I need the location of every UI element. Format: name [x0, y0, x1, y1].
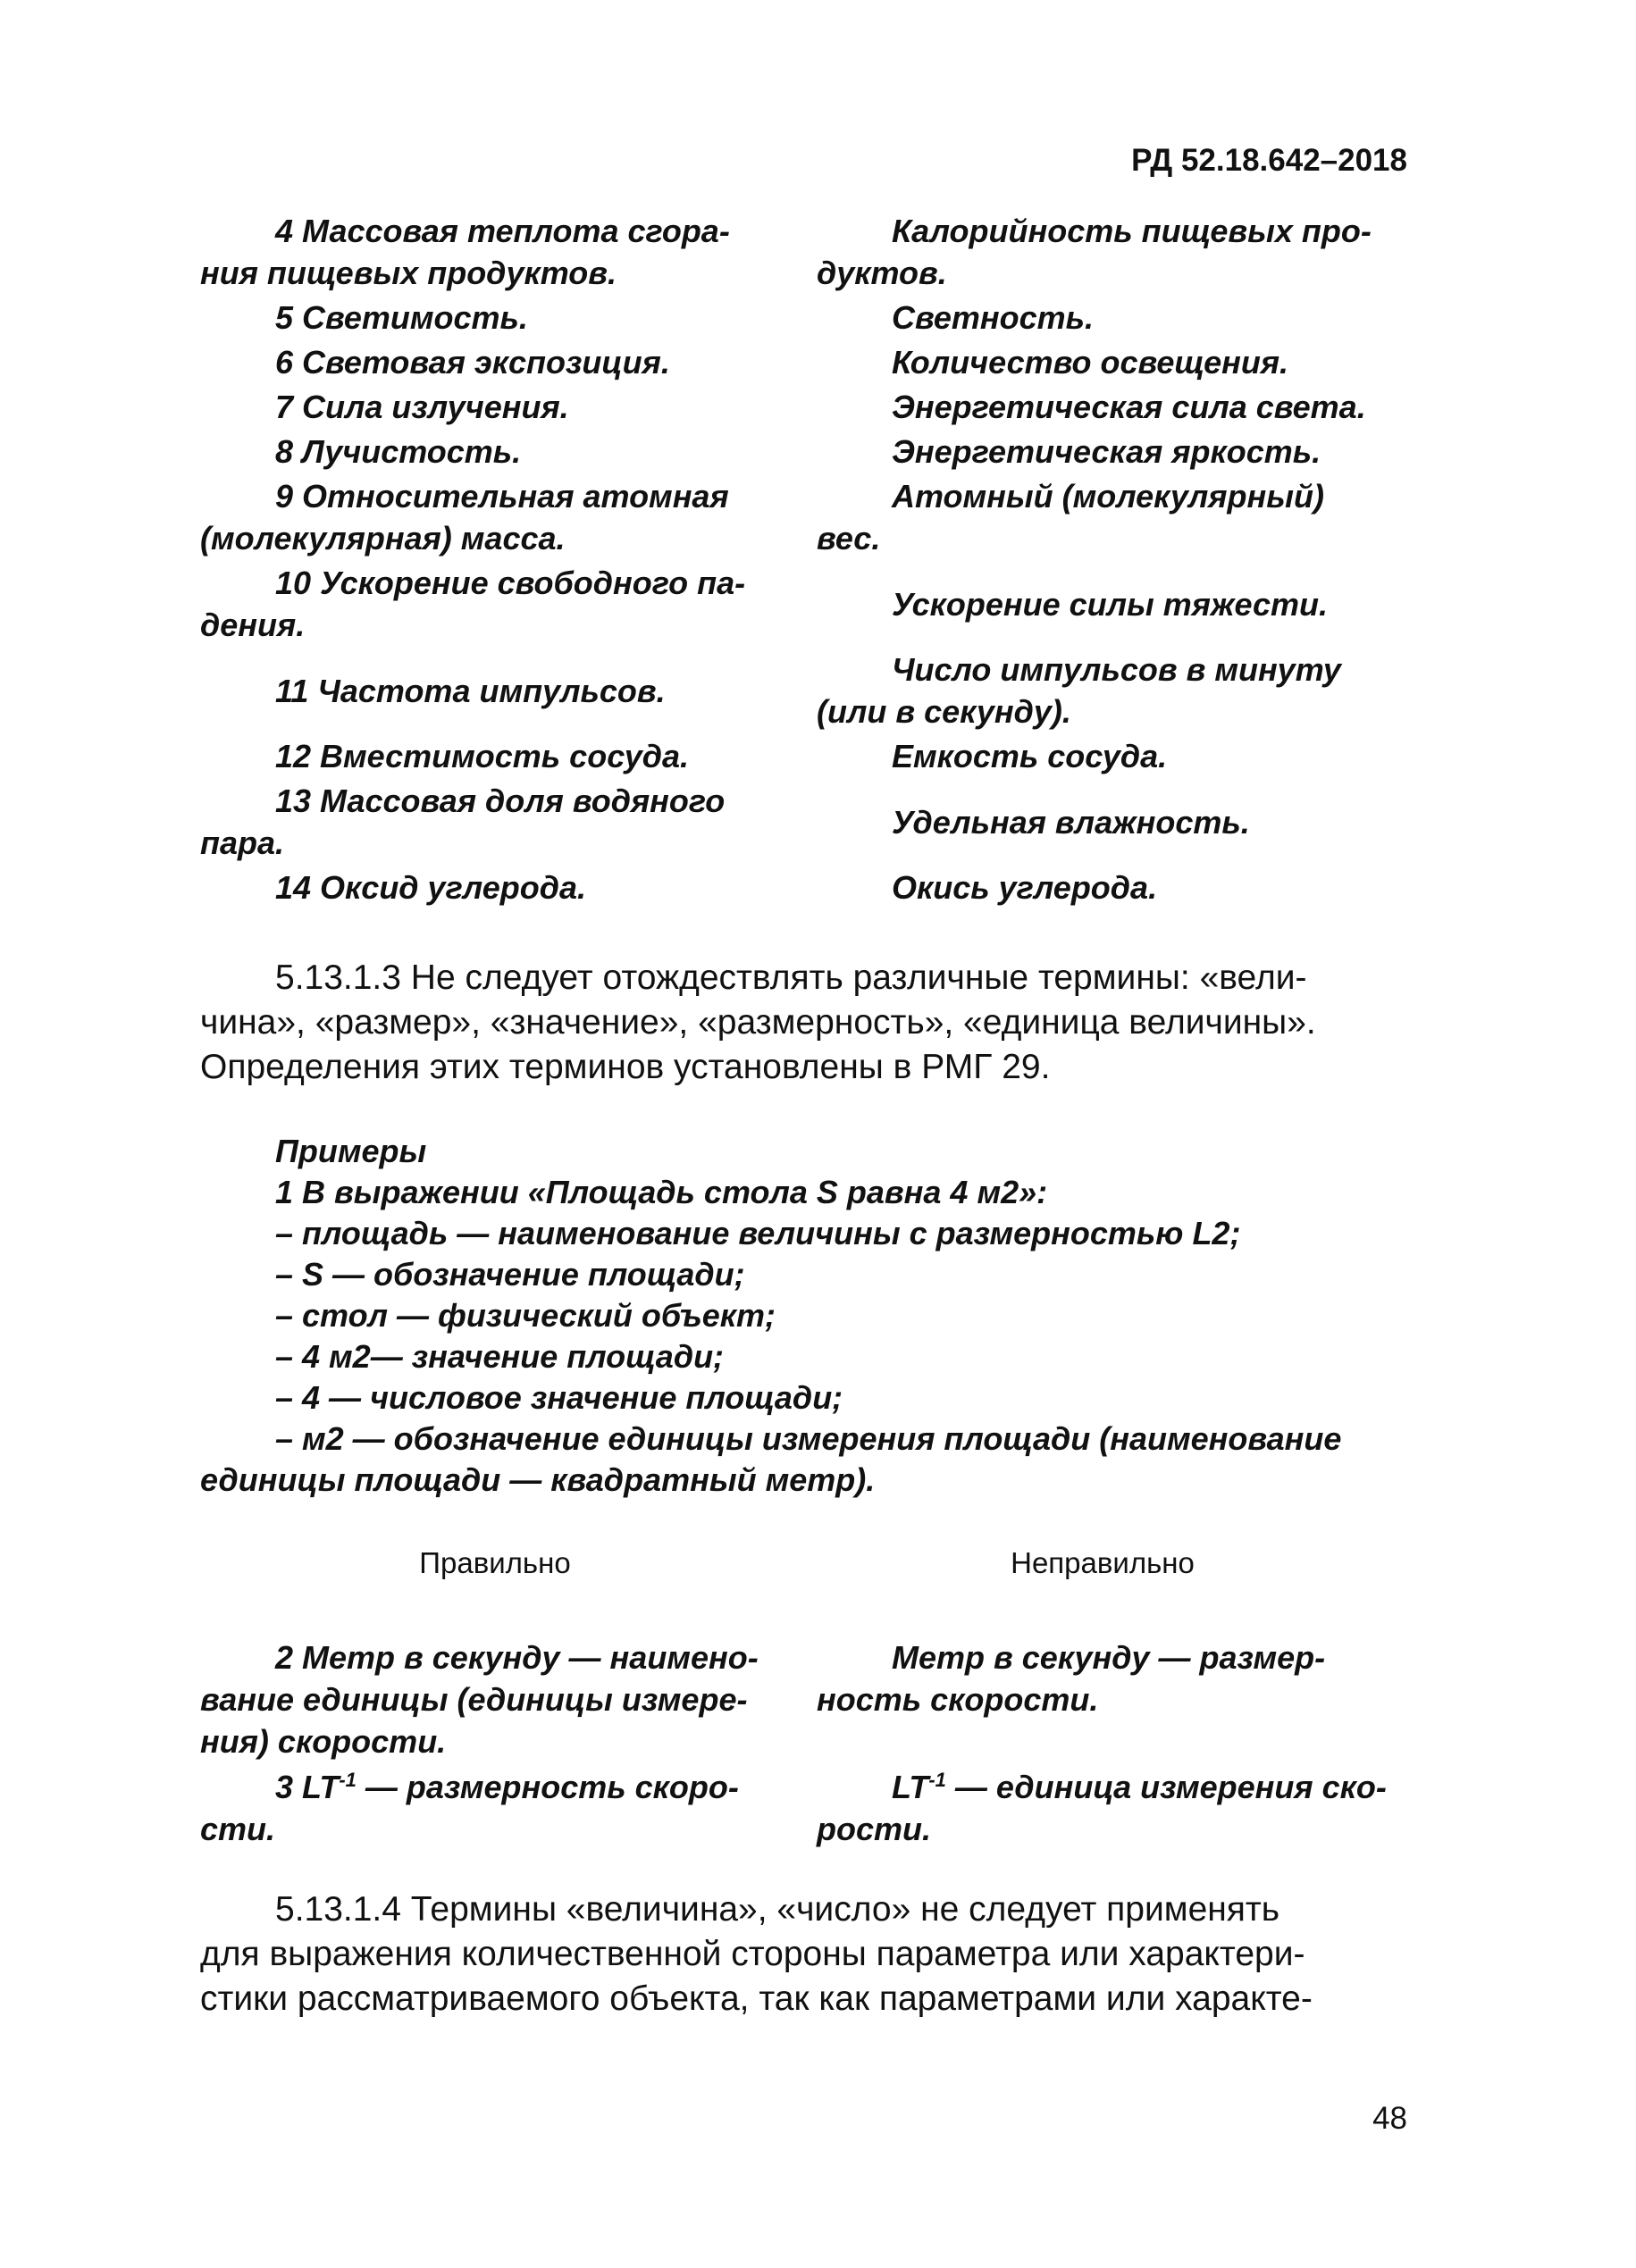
- correct-example: 3 $LT^{-1}$ — размерность скоро- сти.: [200, 1769, 739, 1847]
- table-row: [200, 431, 1408, 473]
- preferred-term: 9 Относительная атомная (молекулярная) масса.: [200, 478, 729, 557]
- deprecated-term: Калорийность пищевых про- дуктов.: [817, 213, 1372, 291]
- comparison-examples: [200, 1636, 1408, 1854]
- table-row: [200, 780, 1408, 864]
- paragraph-5-13-1-3: 5.13.1.3 Не следует отождествлять различные термины: «вели- чина», «размер», «значение», «размерность», «единица величины». Определения этих терминов установлены в РМГ 29.: [200, 958, 1316, 1086]
- deprecated-term: Атомный (молекулярный) вес.: [817, 478, 1324, 557]
- preferred-term: 10 Ускорение свободного па- дения.: [200, 565, 746, 643]
- table-row: [200, 386, 1408, 428]
- example-line: – S — обозначение площади;: [275, 1256, 745, 1293]
- incorrect-example: Метр в секунду — размер- ность скорости.: [817, 1639, 1326, 1718]
- examples-title: Примеры: [275, 1133, 427, 1169]
- terms-table: [200, 210, 1408, 911]
- deprecated-term: Число импульсов в минуту (или в секунду).: [817, 651, 1341, 730]
- table-row: [200, 649, 1408, 732]
- incorrect-label: Неправильно: [1011, 1546, 1195, 1579]
- example-line: – стол — физический объект;: [275, 1297, 776, 1334]
- page-number: 48: [1372, 2101, 1407, 2136]
- correct-example: 2 Метр в секунду — наимено- вание единицы (единицы измере- ния) скорости.: [200, 1639, 759, 1760]
- preferred-term: 5 Светимость.: [275, 299, 528, 336]
- comparison-row: [200, 1766, 1408, 1850]
- table-row: [200, 562, 1408, 646]
- deprecated-term: Ускорение силы тяжести.: [892, 585, 1328, 623]
- preferred-term: 14 Оксид углерода.: [275, 869, 586, 906]
- deprecated-term: Окись углерода.: [892, 869, 1158, 906]
- preferred-term: 12 Вместимость сосуда.: [275, 738, 690, 774]
- example-line: единицы площади — квадратный метр).: [200, 1461, 876, 1498]
- table-row: [200, 210, 1408, 294]
- deprecated-term: Удельная влажность.: [892, 803, 1250, 841]
- table-row: [200, 341, 1408, 383]
- example-line: 1 В выражении «Площадь стола S равна 4 м2»:: [275, 1174, 1048, 1210]
- example-line: – 4 м2— значение площади;: [275, 1338, 725, 1375]
- deprecated-term: Емкость сосуда.: [892, 738, 1168, 774]
- deprecated-term: Энергетическая яркость.: [892, 433, 1321, 470]
- deprecated-term: Светность.: [892, 299, 1095, 336]
- document-id: РД 52.18.642–2018: [1131, 143, 1407, 178]
- preferred-term: 11 Частота импульсов.: [275, 672, 666, 709]
- incorrect-example: $LT^{-1}$ — единица измерения ско- рости.: [817, 1769, 1387, 1847]
- deprecated-term: Количество освещения.: [892, 344, 1289, 381]
- preferred-term: 4 Массовая теплота сгора- ния пищевых продуктов.: [200, 213, 730, 291]
- deprecated-term: Энергетическая сила света.: [892, 389, 1366, 425]
- comparison-row: [200, 1636, 1408, 1762]
- example-line: – площадь — наименование величины с размерностью L2;: [275, 1215, 1241, 1251]
- table-row: [200, 735, 1408, 777]
- table-row: [200, 866, 1408, 908]
- correct-label: Правильно: [419, 1546, 571, 1579]
- preferred-term: 7 Сила излучения.: [275, 389, 569, 425]
- example-line: – 4 — числовое значение площади;: [275, 1379, 843, 1416]
- examples-block: [200, 1131, 1408, 1501]
- comparison-header: [200, 1546, 1408, 1580]
- table-row: [200, 475, 1408, 559]
- preferred-term: 13 Массовая доля водяного пара.: [200, 783, 726, 861]
- example-line: – м2 — обозначение единицы измерения площади (наименование: [275, 1420, 1342, 1457]
- preferred-term: 6 Световая экспозиция.: [275, 344, 670, 381]
- paragraph-5-13-1-4: 5.13.1.4 Термины «величина», «число» не следует применять для выражения количественной стороны параметра или характери- стики рассматриваемого объекта, так как параметрами или характе-: [200, 1890, 1313, 2018]
- preferred-term: 8 Лучистость.: [275, 433, 522, 470]
- table-row: [200, 297, 1408, 339]
